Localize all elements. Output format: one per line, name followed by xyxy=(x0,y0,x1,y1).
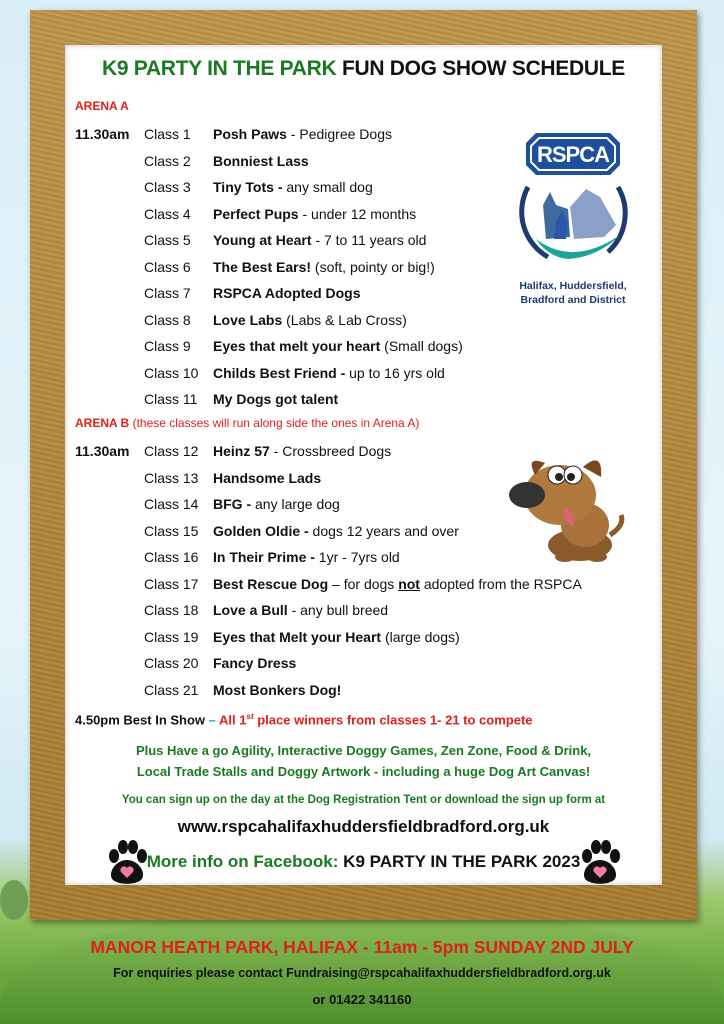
class-name: Eyes that Melt your Heart xyxy=(213,628,382,645)
website-link[interactable]: www.rspcahalifaxhuddersfieldbradford.org.uk xyxy=(177,817,550,836)
class-detail: - 7 to 11 years old xyxy=(311,232,427,249)
class-name: Fancy Dress xyxy=(213,655,297,672)
class-description xyxy=(213,491,340,518)
class-description xyxy=(213,386,338,413)
class-description xyxy=(213,360,445,387)
best-in-show-dash: – xyxy=(205,712,220,728)
class-name: Eyes that melt your heart xyxy=(213,338,381,355)
enquiries-contact: For enquiries please contact Fundraising@rspcahalifaxhuddersfieldbradford.org.uk xyxy=(113,966,611,980)
rspca-caption-line1: Halifax, Huddersfield, xyxy=(519,280,627,292)
class-description xyxy=(213,201,416,228)
poster-frame xyxy=(30,10,697,920)
rspca-logo-text: RSPCA xyxy=(536,142,610,167)
rspca-caption-line2: Bradford and District xyxy=(520,294,626,306)
class-number: Class 3 xyxy=(144,179,191,196)
class-row xyxy=(75,624,635,651)
class-name: My Dogs got talent xyxy=(213,391,339,408)
activities-text xyxy=(65,740,662,782)
class-name: RSPCA Adopted Dogs xyxy=(213,285,361,302)
arena-b-note: (these classes will run along side the ones in Arena A) xyxy=(129,416,420,430)
class-row xyxy=(75,677,635,704)
rspca-logo xyxy=(503,127,643,307)
class-row xyxy=(75,597,635,624)
class-description xyxy=(213,650,296,677)
class-name: Love a Bull xyxy=(213,602,288,619)
best-in-show-desc-start: All 1 xyxy=(219,712,247,728)
best-in-show-sup: st xyxy=(246,712,254,721)
class-name: Best Rescue Dog xyxy=(213,575,329,592)
paw-heart-icon xyxy=(578,840,622,886)
class-detail: - Pedigree Dogs xyxy=(286,126,392,142)
class-name: Golden Oldie - xyxy=(213,522,309,539)
facebook-page-name: K9 PARTY IN THE PARK 2023 xyxy=(338,852,581,871)
class-number: Class 8 xyxy=(144,311,191,328)
class-description xyxy=(213,597,388,624)
class-row xyxy=(75,360,635,387)
best-in-show xyxy=(75,712,533,727)
class-number: Class 14 xyxy=(144,496,199,513)
class-name: Childs Best Friend - xyxy=(213,364,346,381)
class-row xyxy=(75,307,635,334)
class-description xyxy=(213,624,460,651)
facebook-info xyxy=(65,852,662,872)
class-number: Class 10 xyxy=(144,364,199,381)
class-name: Heinz 57 xyxy=(213,443,270,459)
class-description xyxy=(213,307,407,334)
paw-heart-icon xyxy=(105,840,149,886)
class-name: Love Labs xyxy=(213,311,283,328)
class-name: Bonniest Lass xyxy=(213,152,309,169)
title-schedule: FUN DOG SHOW SCHEDULE xyxy=(341,57,625,80)
class-detail: (large dogs) xyxy=(381,628,460,645)
class-number: Class 6 xyxy=(144,258,191,275)
rspca-branch-name xyxy=(503,279,643,307)
class-row xyxy=(75,386,635,413)
class-number: Class 17 xyxy=(144,575,199,592)
arena-b-label: ARENA B xyxy=(75,416,130,430)
class-detail-emphasis: not xyxy=(398,575,420,592)
class-name: Perfect Pups xyxy=(213,205,299,222)
class-number: Class 21 xyxy=(144,681,199,698)
class-name: BFG - xyxy=(213,496,252,513)
class-description xyxy=(213,280,361,307)
activities-line1: Plus Have a go Agility, Interactive Doggy Games, Zen Zone, Food & Drink, xyxy=(135,743,592,758)
class-number: Class 4 xyxy=(144,205,191,222)
class-row xyxy=(75,571,635,598)
class-number: Class 11 xyxy=(144,391,198,408)
venue-date: MANOR HEATH PARK, HALIFAX - 11am - 5pm SUNDAY 2ND JULY xyxy=(90,937,634,957)
signup-info: You can sign up on the day at the Dog Registration Tent or download the sign up form at xyxy=(121,794,606,806)
class-description xyxy=(213,544,400,571)
cartoon-dog-icon xyxy=(505,445,635,565)
class-description xyxy=(213,438,391,465)
class-description xyxy=(213,465,321,492)
class-detail: up to 16 yrs old xyxy=(345,364,445,381)
class-number: Class 13 xyxy=(144,469,199,486)
class-row xyxy=(75,650,635,677)
class-name: The Best Ears! xyxy=(213,258,312,275)
arena-a-label: ARENA A xyxy=(75,99,129,113)
rspca-emblem-icon xyxy=(508,127,638,272)
background-tree xyxy=(0,880,28,920)
class-description xyxy=(213,148,309,175)
class-number: Class 15 xyxy=(144,522,199,539)
class-detail: dogs 12 years and over xyxy=(308,522,459,539)
class-description xyxy=(213,174,373,201)
class-detail: (soft, pointy or big!) xyxy=(311,258,435,275)
best-in-show-time: 4.50pm Best In Show xyxy=(75,712,206,728)
class-number: Class 2 xyxy=(144,152,191,169)
best-in-show-desc-end: place winners from classes 1- 21 to compete xyxy=(253,712,533,728)
class-number: Class 5 xyxy=(144,232,191,249)
class-detail: any small dog xyxy=(282,179,373,196)
class-row xyxy=(75,333,635,360)
class-detail: (Labs & Lab Cross) xyxy=(282,311,407,328)
class-number: Class 12 xyxy=(144,443,199,459)
class-name: Young at Heart xyxy=(213,232,312,249)
class-number: Class 20 xyxy=(144,655,199,672)
facebook-label: More info on Facebook: xyxy=(146,852,339,871)
class-detail: (Small dogs) xyxy=(380,338,463,355)
class-name: Handsome Lads xyxy=(213,469,322,486)
class-number: Class 9 xyxy=(144,338,191,355)
class-name: Most Bonkers Dog! xyxy=(213,681,342,698)
page-title xyxy=(65,57,662,81)
schedule-panel xyxy=(65,45,662,885)
activities-line2: Local Trade Stalls and Doggy Artwork - including a huge Dog Art Canvas! xyxy=(136,764,591,779)
class-detail: - Crossbreed Dogs xyxy=(269,443,392,459)
phone-number: or 01422 341160 xyxy=(312,992,412,1007)
class-name: Tiny Tots - xyxy=(213,179,283,196)
class-description xyxy=(213,254,435,281)
class-description xyxy=(213,677,341,704)
class-number: Class 1 xyxy=(144,126,191,142)
class-start-time: 11.30am xyxy=(75,443,130,459)
class-number: Class 19 xyxy=(144,628,199,645)
class-number: Class 16 xyxy=(144,549,199,566)
class-description xyxy=(213,571,582,598)
title-event-name: K9 PARTY IN THE PARK xyxy=(102,57,337,80)
class-number: Class 18 xyxy=(144,602,199,619)
class-name: Posh Paws xyxy=(213,126,287,142)
class-description xyxy=(213,227,426,254)
arena-a-heading xyxy=(75,99,129,113)
class-number: Class 7 xyxy=(144,285,191,302)
class-description xyxy=(213,333,463,360)
class-description xyxy=(213,518,459,545)
class-description xyxy=(213,121,392,148)
class-detail: – for dogs xyxy=(328,575,399,592)
class-detail: 1yr - 7yrs old xyxy=(314,549,400,566)
class-name: In Their Prime - xyxy=(213,549,315,566)
class-detail: - under 12 months xyxy=(298,205,417,222)
class-detail: any large dog xyxy=(251,496,340,513)
class-detail: - any bull breed xyxy=(287,602,389,619)
class-detail-end: adopted from the RSPCA xyxy=(419,575,582,592)
class-start-time: 11.30am xyxy=(75,126,130,142)
arena-b-heading xyxy=(75,416,419,430)
